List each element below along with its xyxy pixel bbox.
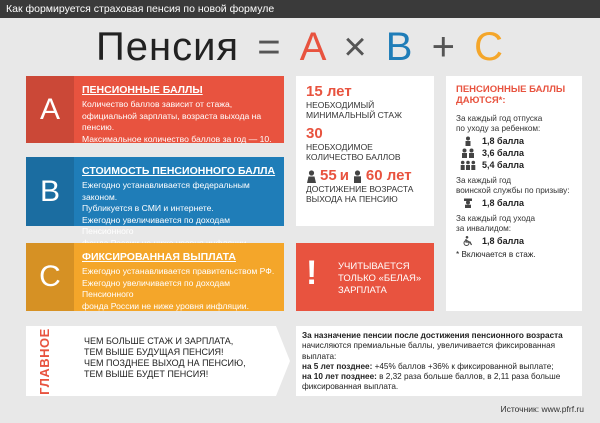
card-c-title: ФИКСИРОВАННАЯ ВЫПЛАТА [82, 251, 236, 263]
min-experience-label: МИНИМАЛЬНЫЙ СТАЖ [306, 110, 402, 120]
child-leave-label: по уходу за ребенком: [456, 124, 541, 133]
card-c-line: Ежегодно устанавливается правительством РФ. [82, 266, 275, 276]
two-children-icon [460, 148, 476, 158]
card-a [26, 76, 284, 143]
formula-c: C [474, 25, 504, 69]
requirements-box [296, 76, 434, 226]
disabled-care-label: за инвалидом: [456, 224, 512, 233]
child3-points: 5,4 балла [482, 160, 525, 170]
min-points-label: КОЛИЧЕСТВО БАЛЛОВ [306, 152, 401, 162]
disabled-care-label: За каждый год ухода [456, 214, 536, 223]
formula-plus: + [431, 25, 456, 69]
child1-points: 1,8 балла [482, 136, 525, 146]
min-experience-value: 15 лет [306, 83, 352, 100]
bonus-points-title: ПЕНСИОННЫЕ БАЛЛЫ [456, 84, 566, 95]
three-children-icon [460, 160, 476, 170]
late-retirement-box [296, 326, 582, 396]
arrow-tip [276, 326, 290, 396]
bonus-points-box [446, 76, 582, 311]
header-title: Как формируется страховая пенсия по новой формуле [6, 3, 275, 15]
header-bar [0, 0, 600, 18]
army-label: За каждый год [456, 176, 512, 185]
main-takeaway [26, 326, 276, 396]
retirement-age-male: 60 лет [365, 167, 412, 184]
army-points: 1,8 балла [482, 198, 525, 208]
main-line: ЧЕМ ПОЗДНЕЕ ВЫХОД НА ПЕНСИЮ, [84, 358, 246, 368]
card-c-line: Ежегодно увеличивается по доходам Пенсионного [82, 277, 231, 299]
retirement-age-female: 55 [320, 167, 337, 184]
retirement-age-label: ВЫХОДА НА ПЕНСИЮ [306, 194, 398, 204]
late-10-label: на 10 лет позднее: [302, 372, 377, 382]
card-b [26, 157, 284, 236]
min-experience-label: НЕОБХОДИМЫЙ [306, 100, 375, 110]
formula-times: × [343, 25, 368, 69]
age-and: и [339, 167, 349, 184]
card-a-line: Количество баллов зависит от стажа, [82, 99, 233, 109]
card-a-line: официальной зарплаты, возраста выхода на пенсию. [82, 110, 262, 132]
man-icon [352, 170, 363, 183]
retirement-age-label: ДОСТИЖЕНИЕ ВОЗРАСТА [306, 184, 414, 194]
child-icon [460, 136, 476, 146]
army-label: воинской службы по призыву: [456, 186, 570, 195]
min-points-label: НЕОБХОДИМОЕ [306, 142, 373, 152]
formula-b: B [385, 25, 414, 69]
main-line: ТЕМ ВЫШЕ БУДУЩАЯ ПЕНСИЯ! [84, 347, 224, 357]
late-5-text: +45% баллов +36% к фиксированной выплате; [372, 361, 554, 371]
late-title: За назначение пенсии после достижения пенсионного возраста [302, 331, 563, 340]
main-line: ТЕМ ВЫШЕ БУДЕТ ПЕНСИЯ! [84, 369, 209, 379]
late-line: начисляются премиальные баллы, увеличивается фиксированная выплата: [302, 341, 556, 361]
formula-word: Пенсия [96, 25, 240, 69]
care-points: 1,8 балла [482, 236, 525, 246]
card-a-line: Максимальное количество баллов за год — 10. [82, 133, 272, 144]
card-a-title: ПЕНСИОННЫЕ БАЛЛЫ [82, 84, 203, 96]
late-5-label: на 5 лет позднее: [302, 361, 373, 371]
woman-icon [306, 170, 317, 183]
card-b-line: Публикуется в СМИ и интернете. [82, 203, 214, 213]
child-leave-label: За каждый год отпуска [456, 114, 543, 123]
formula [0, 24, 600, 70]
card-a-letter: A [26, 76, 74, 143]
card-b-letter: B [26, 157, 74, 226]
source-credit: Источник: www.pfrf.ru [500, 404, 584, 414]
min-points-value: 30 [306, 125, 323, 142]
exclamation-icon: ! [306, 254, 318, 292]
main-line: ЧЕМ БОЛЬШЕ СТАЖ И ЗАРПЛАТА, [84, 336, 234, 346]
bonus-points-title: ДАЮТСЯ*: [456, 95, 506, 106]
card-b-title: СТОИМОСТЬ ПЕНСИОННОГО БАЛЛА [82, 165, 276, 177]
formula-equals: = [257, 25, 282, 69]
main-vertical-label: ГЛАВНОЕ [36, 327, 52, 395]
formula-a: A [299, 25, 326, 69]
soldier-icon [460, 198, 476, 208]
card-b-line: Ежегодно увеличивается по доходам Пенсионного [82, 214, 231, 236]
card-c [26, 243, 284, 311]
white-salary-line: ЗАРПЛАТА [338, 285, 387, 296]
card-c-letter: C [26, 243, 74, 311]
white-salary-note [296, 243, 434, 311]
card-c-line: фонда России не ниже уровня инфляции. [82, 300, 249, 311]
white-salary-line: ТОЛЬКО «БЕЛАЯ» [338, 273, 422, 284]
card-b-line: Ежегодно устанавливается федеральным законом. [82, 180, 250, 202]
child2-points: 3,6 балла [482, 148, 525, 158]
white-salary-line: УЧИТЫВАЕТСЯ [338, 261, 410, 272]
late-line: фиксированная выплата. [302, 382, 399, 392]
footnote: * Включается в стаж. [456, 250, 536, 259]
late-10-text: в 2,32 раза больше баллов, в 2,11 раза больше [376, 372, 561, 382]
wheelchair-icon [460, 236, 476, 246]
